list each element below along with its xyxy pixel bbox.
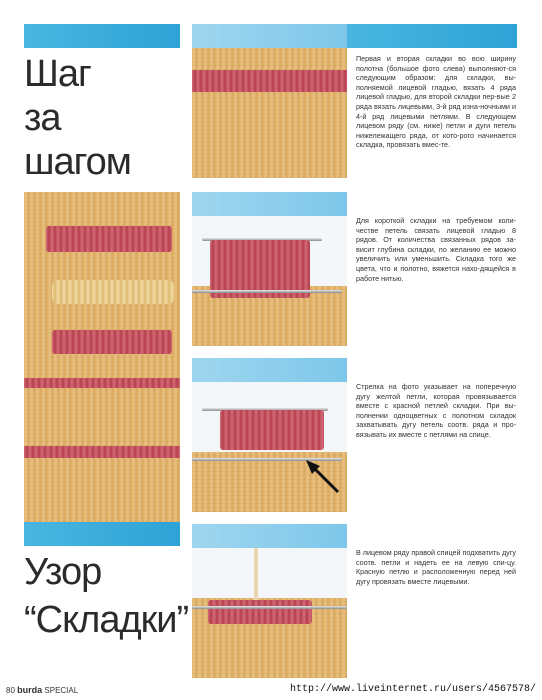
knit-fabric [192, 48, 347, 178]
step-4-text: В лицевом ряду правой спицей подхватить дугу соотв. петли и надеть ее на левую спи-цу. Красную петлю и расположенную перед ней дугу провязать вместе лицевыми. [356, 548, 516, 586]
title-line: “Складки” [24, 599, 189, 641]
fold-red-short [46, 226, 172, 252]
short-fold-knitting [220, 410, 324, 450]
knitting-needle [254, 548, 258, 604]
fold-red-full [24, 378, 180, 388]
fold-yellow-short [52, 280, 174, 304]
page-footer [6, 685, 78, 695]
source-url[interactable]: http://www.liveinternet.ru/users/4567578/ [289, 684, 536, 695]
step-bar [192, 24, 347, 48]
footer-bar-left [24, 522, 180, 546]
photo-background [192, 548, 347, 598]
knitting-needle [192, 606, 347, 609]
title-line: Узор [24, 551, 102, 593]
step-1-photo [192, 48, 347, 178]
brand-suffix: SPECIAL [44, 686, 79, 695]
fold-red-band [192, 70, 347, 92]
large-knit-photo [24, 192, 180, 522]
fold-red-short [52, 330, 172, 354]
step-bar [192, 192, 347, 216]
step-bar-text [347, 24, 517, 48]
page-number: 80 [6, 686, 15, 695]
arrow-icon [302, 458, 342, 498]
pattern-title [24, 548, 194, 644]
step-bar [192, 524, 347, 548]
step-2-photo [192, 216, 347, 346]
title-line: за [24, 97, 61, 139]
step-3-photo [192, 382, 347, 512]
fold-red-band [208, 600, 312, 624]
section-title-step-by-step [24, 52, 174, 184]
step-2-text: Для короткой складки на требуемом коли-честве петель связать лицевой гладью 8 рядов. От количества связанных рядов за-висит глубина складки, по желанию ее можно увеличить или уменьшить. Складка того же цвета, что и полотно, вяжется нахо-дящейся в работе нитью. [356, 216, 516, 283]
step-4-photo [192, 548, 347, 678]
title-line: шагом [24, 141, 131, 183]
fold-red-full [24, 446, 180, 458]
knitting-needle [192, 290, 342, 293]
step-bar [192, 358, 347, 382]
header-bar-left [24, 24, 180, 48]
brand-logo: burda [17, 685, 43, 695]
step-1-text: Первая и вторая складки во всю ширину полотна (большое фото слева) выполняют-ся следующим образом: для складки, вы-полняемой лицевой гладью, вязать 4 ряда лицевой гладью, для второй складки пер-вые 2 ряда вязать лицевыми, 3-й ряд изна-ночными и 4-й ряд лицевыми петлями. В следующем лицевом ряду (см. ниже) петли и дуги петель нижележащего ряда, от кото-рого начинается складка, провязать вмес-те. [356, 54, 516, 150]
step-3-text: Стрелка на фото указывает на поперечную дугу желтой петли, которая провязывается вместе с красной петлей складки. При вы-полнении одноцветных с полотном складок захватывать дугу петель соотв. ряда и про-вязывать их вместе с петлями на спице. [356, 382, 516, 439]
title-line: Шаг [24, 53, 91, 95]
